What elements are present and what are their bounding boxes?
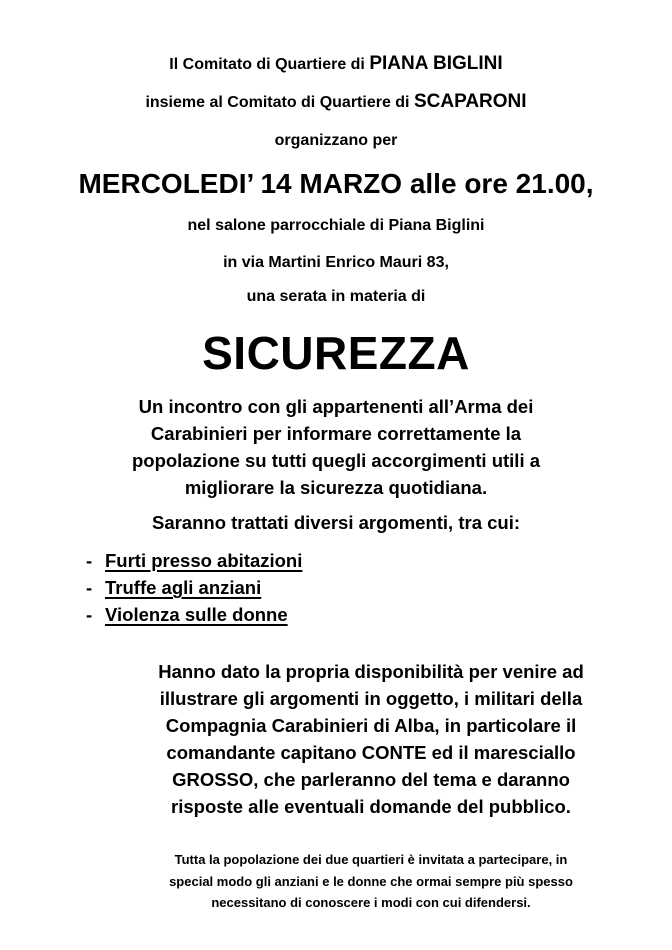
bullet: - [86, 577, 93, 598]
text: ed il maresciallo [426, 742, 576, 763]
header-text: insieme al Comitato di Quartiere di [145, 94, 414, 111]
speaker-name: CONTE [361, 742, 427, 763]
speakers-line: illustrare gli argomenti in oggetto, i militari della [159, 688, 583, 709]
speakers-line: risposte alle eventuali domande del pubblico. [171, 796, 571, 817]
topic-item [86, 579, 261, 598]
topic-item [86, 552, 302, 571]
closing-line: necessitano di conoscere i modi con cui difendersi. [211, 895, 531, 910]
speakers-line [35, 744, 672, 763]
bullet: - [86, 550, 93, 571]
header-line-3: organizzano per [274, 132, 398, 149]
venue-line-1: nel salone parrocchiale di Piana Biglini [187, 217, 485, 234]
text: , che parleranno del tema e daranno [253, 769, 570, 790]
description-line: migliorare la sicurezza quotidiana. [184, 477, 488, 498]
topic-item [86, 606, 288, 625]
speakers-line: Compagnia Carabinieri di Alba, in particolare il [165, 715, 577, 736]
topic-label: Furti presso abitazioni [105, 550, 303, 571]
main-title: SICUREZZA [202, 327, 470, 379]
venue-line-2: in via Martini Enrico Mauri 83, [223, 254, 449, 271]
description-line: popolazione su tutti quegli accorgimenti utili a [131, 450, 541, 471]
bullet: - [86, 604, 93, 625]
closing-line: Tutta la popolazione dei due quartieri è invitata a partecipare, in [174, 852, 568, 867]
speakers-line: Hanno dato la propria disponibilità per venire ad [158, 661, 584, 682]
quarter-name: SCAPARONI [413, 91, 527, 112]
text: comandante capitano [166, 742, 362, 763]
description-line: Un incontro con gli appartenenti all’Arma dei [138, 396, 534, 417]
speakers-line [35, 771, 672, 790]
topic-label: Violenza sulle donne [105, 604, 288, 625]
intro-line: una serata in materia di [246, 288, 426, 305]
speaker-name: GROSSO [172, 769, 254, 790]
description-line: Carabinieri per informare correttamente la [150, 423, 522, 444]
header-line-2 [0, 92, 672, 111]
quarter-name: PIANA BIGLINI [369, 53, 503, 74]
topics-intro: Saranno trattati diversi argomenti, tra cui: [151, 512, 521, 533]
event-date: MERCOLEDI’ 14 MARZO alle ore 21.00, [78, 168, 594, 199]
closing-line: special modo gli anziani e le donne che ormai sempre più spesso [169, 874, 573, 889]
header-text: Il Comitato di Quartiere di [169, 56, 370, 73]
header-line-1 [0, 54, 672, 73]
topic-label: Truffe agli anziani [105, 577, 262, 598]
